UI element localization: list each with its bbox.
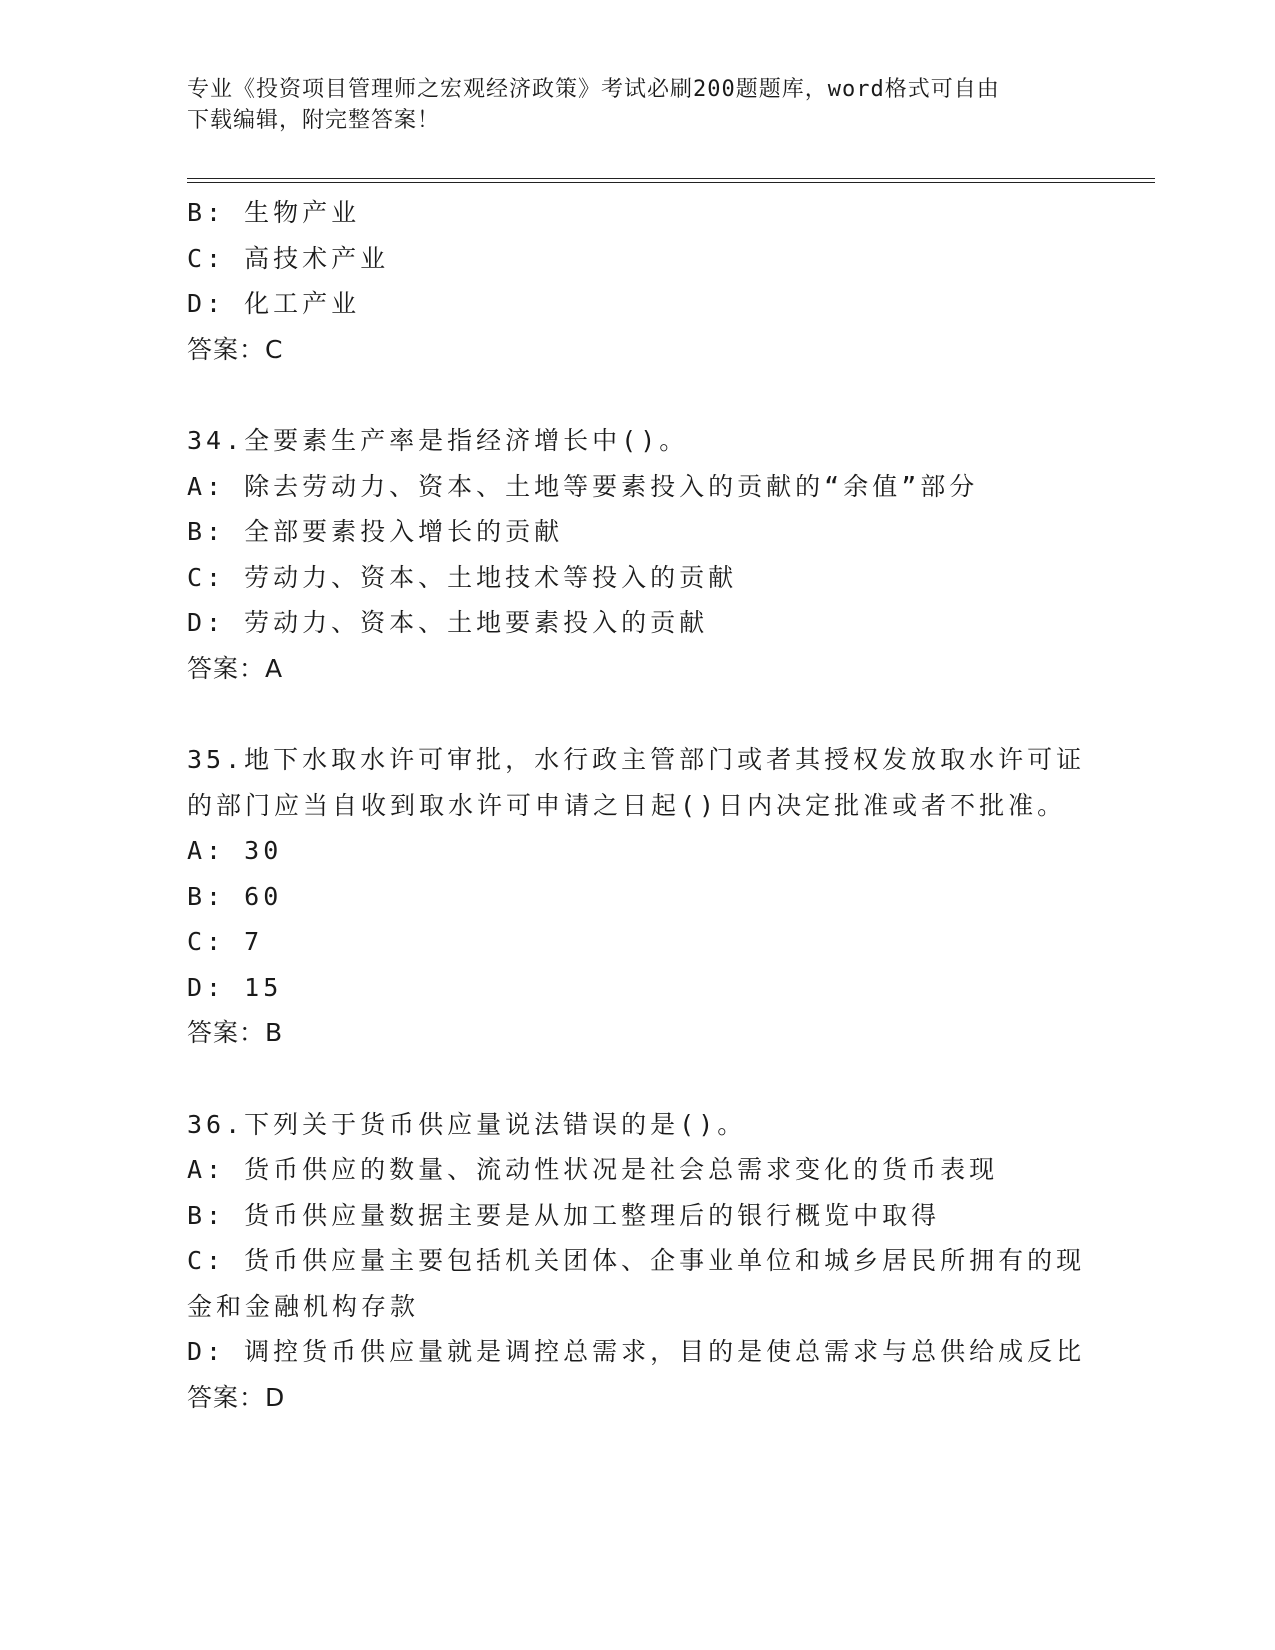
answer-line: 答案：D: [187, 1382, 286, 1412]
option-d: D: 劳动力、资本、土地要素投入的贡献: [187, 608, 709, 637]
option-a: A: 30: [187, 836, 283, 865]
option-d: D: 化工产业: [187, 289, 361, 318]
question-stem: 36.下列关于货币供应量说法错误的是()。: [187, 1109, 747, 1139]
spacer: [187, 1056, 1087, 1102]
option-c: C: 货币供应量主要包括机关团体、企事业单位和城乡居民所拥有的现: [187, 1246, 1086, 1275]
answer-line: 答案：A: [187, 653, 284, 683]
document-header: [187, 74, 1067, 136]
option-c-continued: 金和金融机构存款: [187, 1291, 420, 1321]
question-stem-line-1: 35.地下水取水许可审批，水行政主管部门或者其授权发放取水许可证: [187, 745, 1086, 774]
option-b: B: 全部要素投入增长的贡献: [187, 517, 564, 546]
option-d: D: 15: [187, 972, 283, 1002]
option-c: C: 高技术产业: [187, 243, 390, 273]
option-a: A: 货币供应的数量、流动性状况是社会总需求变化的货币表现: [187, 1155, 999, 1184]
option-d: D: 调控货币供应量就是调控总需求，目的是使总需求与总供给成反比: [187, 1337, 1086, 1366]
header-divider-top: [187, 178, 1155, 179]
question-33-tail: [187, 190, 1087, 372]
spacer: [187, 372, 1087, 418]
spacer: [187, 691, 1087, 737]
answer-line: 答案：C: [187, 334, 284, 364]
option-b: B: 货币供应量数据主要是从加工整理后的银行概览中取得: [187, 1200, 941, 1230]
question-35: [187, 737, 1087, 1056]
option-c: C: 劳动力、资本、土地技术等投入的贡献: [187, 562, 738, 592]
answer-line: 答案：B: [187, 1018, 284, 1047]
option-b: B: 60: [187, 881, 283, 911]
question-content: [187, 190, 1087, 1420]
question-34: [187, 418, 1087, 691]
header-divider-bottom: [187, 182, 1155, 183]
header-line-2: 下载编辑，附完整答案！: [187, 108, 441, 133]
header-line-1: 专业《投资项目管理师之宏观经济政策》考试必刷200题题库，word格式可自由: [187, 77, 1000, 102]
question-36: [187, 1102, 1087, 1421]
option-b: B: 生物产业: [187, 198, 361, 227]
option-a: A: 除去劳动力、资本、土地等要素投入的贡献的“余值”部分: [187, 471, 979, 501]
question-stem-line-2: 的部门应当自收到取水许可申请之日起()日内决定批准或者不批准。: [187, 790, 1067, 820]
question-stem: 34.全要素生产率是指经济增长中()。: [187, 426, 689, 455]
option-c: C: 7: [187, 927, 264, 956]
